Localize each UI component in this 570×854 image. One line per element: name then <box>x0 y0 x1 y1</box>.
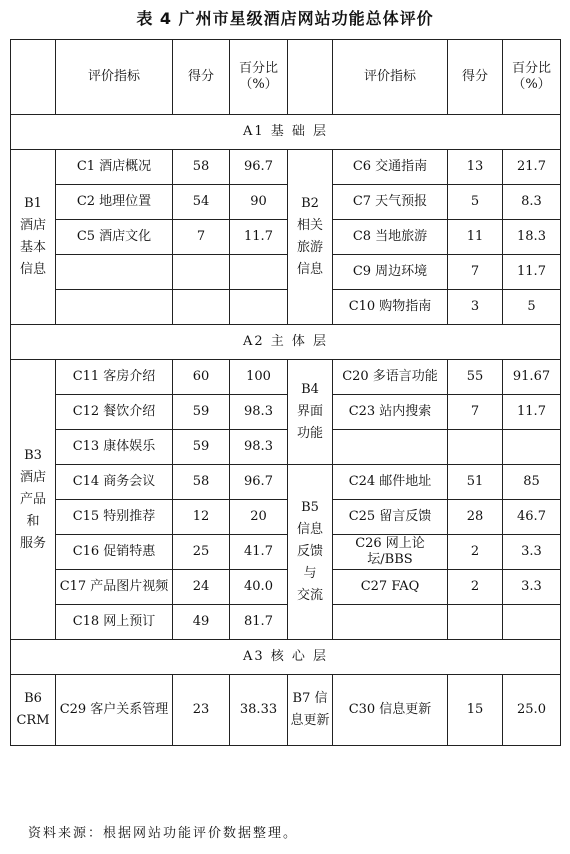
indicator-cell: C18 网上预订 <box>56 605 173 640</box>
group-b5-line: 与 <box>303 566 317 581</box>
score-cell: 58 <box>173 150 230 185</box>
group-b2-line: 旅游 <box>296 240 323 255</box>
group-b6-line: CRM <box>16 713 50 728</box>
indicator-cell: C5 酒店文化 <box>56 220 173 255</box>
table-row <box>11 675 561 746</box>
score-cell: 13 <box>448 150 503 185</box>
indicator-cell: C30 信息更新 <box>333 675 448 746</box>
group-b1-line: 基本 <box>19 240 46 255</box>
score-cell: 24 <box>173 570 230 605</box>
table-row <box>11 290 561 325</box>
percent-cell: 8.3 <box>503 185 561 220</box>
indicator-cell: C9 周边环境 <box>333 255 448 290</box>
indicator-cell: C10 购物指南 <box>333 290 448 325</box>
percent-cell: 11.7 <box>230 220 288 255</box>
percent-cell: 18.3 <box>503 220 561 255</box>
indicator-cell: C16 促销特惠 <box>56 535 173 570</box>
score-cell: 55 <box>448 360 503 395</box>
table-row <box>11 255 561 290</box>
header-percent-line1: 百分比 <box>238 61 278 76</box>
percent-cell: 20 <box>230 500 288 535</box>
percent-cell: 11.7 <box>503 395 561 430</box>
table-row <box>11 185 561 220</box>
score-cell: 58 <box>173 465 230 500</box>
header-indicator-2: 评价指标 <box>333 40 448 115</box>
section-row-a3 <box>11 640 561 675</box>
table-row <box>11 430 561 465</box>
score-cell: 25 <box>173 535 230 570</box>
section-row-a1 <box>11 115 561 150</box>
table-row <box>11 535 561 570</box>
percent-cell: 96.7 <box>230 150 288 185</box>
percent-cell: 98.3 <box>230 430 288 465</box>
header-empty-2 <box>288 40 333 115</box>
score-cell: 12 <box>173 500 230 535</box>
group-b4-line: 界面 <box>296 404 323 419</box>
score-cell: 15 <box>448 675 503 746</box>
indicator-cell: C29 客户关系管理 <box>56 675 173 746</box>
score-cell: 7 <box>448 395 503 430</box>
score-cell: 23 <box>173 675 230 746</box>
header-percent-2 <box>503 40 561 115</box>
empty-cell <box>56 290 173 325</box>
group-b7-line: 息更新 <box>290 713 330 728</box>
group-b5-line: 交流 <box>296 588 323 603</box>
percent-cell: 11.7 <box>503 255 561 290</box>
group-b3-line: 服务 <box>19 535 46 551</box>
indicator-cell: C14 商务会议 <box>56 465 173 500</box>
group-b4-line: 功能 <box>296 426 323 441</box>
score-cell: 59 <box>173 395 230 430</box>
score-cell: 2 <box>448 535 503 570</box>
empty-cell <box>56 255 173 290</box>
indicator-cell: C11 客房介绍 <box>56 360 173 395</box>
header-score-2: 得分 <box>448 40 503 115</box>
percent-cell: 91.67 <box>503 360 561 395</box>
group-b5 <box>288 465 333 640</box>
group-b1-line: 酒店 <box>19 218 46 233</box>
group-b1-line: 信息 <box>19 262 46 277</box>
percent-cell: 21.7 <box>503 150 561 185</box>
empty-cell <box>448 430 503 465</box>
group-b2-line: 信息 <box>296 262 323 277</box>
table-row <box>11 220 561 255</box>
indicator-cell: C15 特别推荐 <box>56 500 173 535</box>
percent-cell: 100 <box>230 360 288 395</box>
score-cell: 3 <box>448 290 503 325</box>
group-b3-line: 酒店 <box>19 469 46 485</box>
header-row <box>11 40 561 115</box>
score-cell: 51 <box>448 465 503 500</box>
source-note: 资料来源：根据网站功能评价数据整理。 <box>28 826 299 841</box>
group-b3-line: 产品 <box>19 491 46 507</box>
percent-cell: 41.7 <box>230 535 288 570</box>
percent-cell: 81.7 <box>230 605 288 640</box>
empty-cell <box>230 255 288 290</box>
group-b5-line: 信息 <box>296 522 323 537</box>
indicator-cell: C27 FAQ <box>333 570 448 605</box>
indicator-cell: C6 交通指南 <box>333 150 448 185</box>
group-b6-line: B6 <box>24 691 42 706</box>
score-cell: 5 <box>448 185 503 220</box>
section-a2: A2 主 体 层 <box>11 325 561 360</box>
table-title: 表 4 广州市星级酒店网站功能总体评价 <box>136 9 434 28</box>
table-row <box>11 500 561 535</box>
percent-cell: 96.7 <box>230 465 288 500</box>
indicator-cell: C25 留言反馈 <box>333 500 448 535</box>
empty-cell <box>333 605 448 640</box>
percent-cell: 40.0 <box>230 570 288 605</box>
percent-cell: 38.33 <box>230 675 288 746</box>
indicator-cell: C1 酒店概况 <box>56 150 173 185</box>
table-row <box>11 570 561 605</box>
indicator-cell: C2 地理位置 <box>56 185 173 220</box>
indicator-cell: C13 康体娱乐 <box>56 430 173 465</box>
header-percent-line2: （%） <box>239 77 278 92</box>
empty-cell <box>173 255 230 290</box>
indicator-cell: C17 产品图片视频 <box>56 570 173 605</box>
indicator-cell: C26 网上论坛/BBS <box>333 535 448 570</box>
score-cell: 7 <box>173 220 230 255</box>
group-b3-line: B3 <box>24 447 42 463</box>
table-row <box>11 150 561 185</box>
empty-cell <box>503 605 561 640</box>
empty-cell <box>448 605 503 640</box>
group-b1-line: B1 <box>24 196 42 211</box>
score-cell: 59 <box>173 430 230 465</box>
group-b6 <box>11 675 56 746</box>
indicator-cell: C12 餐饮介绍 <box>56 395 173 430</box>
header-percent-line2-2: （%） <box>512 77 551 92</box>
indicator-cell: C8 当地旅游 <box>333 220 448 255</box>
score-cell: 7 <box>448 255 503 290</box>
group-b7 <box>288 675 333 746</box>
score-cell: 28 <box>448 500 503 535</box>
group-b2-line: B2 <box>301 196 319 211</box>
group-b2 <box>288 150 333 325</box>
percent-cell: 5 <box>503 290 561 325</box>
header-percent <box>230 40 288 115</box>
group-b4-line: B4 <box>301 382 319 397</box>
header-percent-line1-2: 百分比 <box>511 61 551 76</box>
section-a3: A3 核 心 层 <box>11 640 561 675</box>
indicator-cell: C20 多语言功能 <box>333 360 448 395</box>
group-b2-line: 相关 <box>296 218 323 233</box>
section-a1: A1 基 础 层 <box>11 115 561 150</box>
percent-cell: 3.3 <box>503 570 561 605</box>
score-cell: 60 <box>173 360 230 395</box>
score-cell: 49 <box>173 605 230 640</box>
evaluation-table <box>10 39 561 746</box>
group-b5-line: 反馈 <box>296 544 323 559</box>
percent-cell: 25.0 <box>503 675 561 746</box>
indicator-cell: C7 天气预报 <box>333 185 448 220</box>
header-indicator: 评价指标 <box>56 40 173 115</box>
score-cell: 2 <box>448 570 503 605</box>
table-row <box>11 605 561 640</box>
score-cell: 54 <box>173 185 230 220</box>
percent-cell: 85 <box>503 465 561 500</box>
table-row <box>11 360 561 395</box>
table-row <box>11 465 561 500</box>
percent-cell: 98.3 <box>230 395 288 430</box>
group-b3 <box>11 360 56 640</box>
score-cell: 11 <box>448 220 503 255</box>
empty-cell <box>230 290 288 325</box>
section-row-a2 <box>11 325 561 360</box>
percent-cell: 46.7 <box>503 500 561 535</box>
empty-cell <box>333 430 448 465</box>
empty-cell <box>173 290 230 325</box>
group-b4 <box>288 360 333 465</box>
percent-cell: 90 <box>230 185 288 220</box>
group-b7-line: B7 信 <box>292 691 328 706</box>
indicator-cell: C23 站内搜索 <box>333 395 448 430</box>
percent-cell: 3.3 <box>503 535 561 570</box>
group-b3-line: 和 <box>26 513 40 529</box>
table-row <box>11 395 561 430</box>
indicator-cell: C24 邮件地址 <box>333 465 448 500</box>
header-score: 得分 <box>173 40 230 115</box>
empty-cell <box>503 430 561 465</box>
group-b5-line: B5 <box>301 500 319 515</box>
header-empty <box>11 40 56 115</box>
group-b1 <box>11 150 56 325</box>
